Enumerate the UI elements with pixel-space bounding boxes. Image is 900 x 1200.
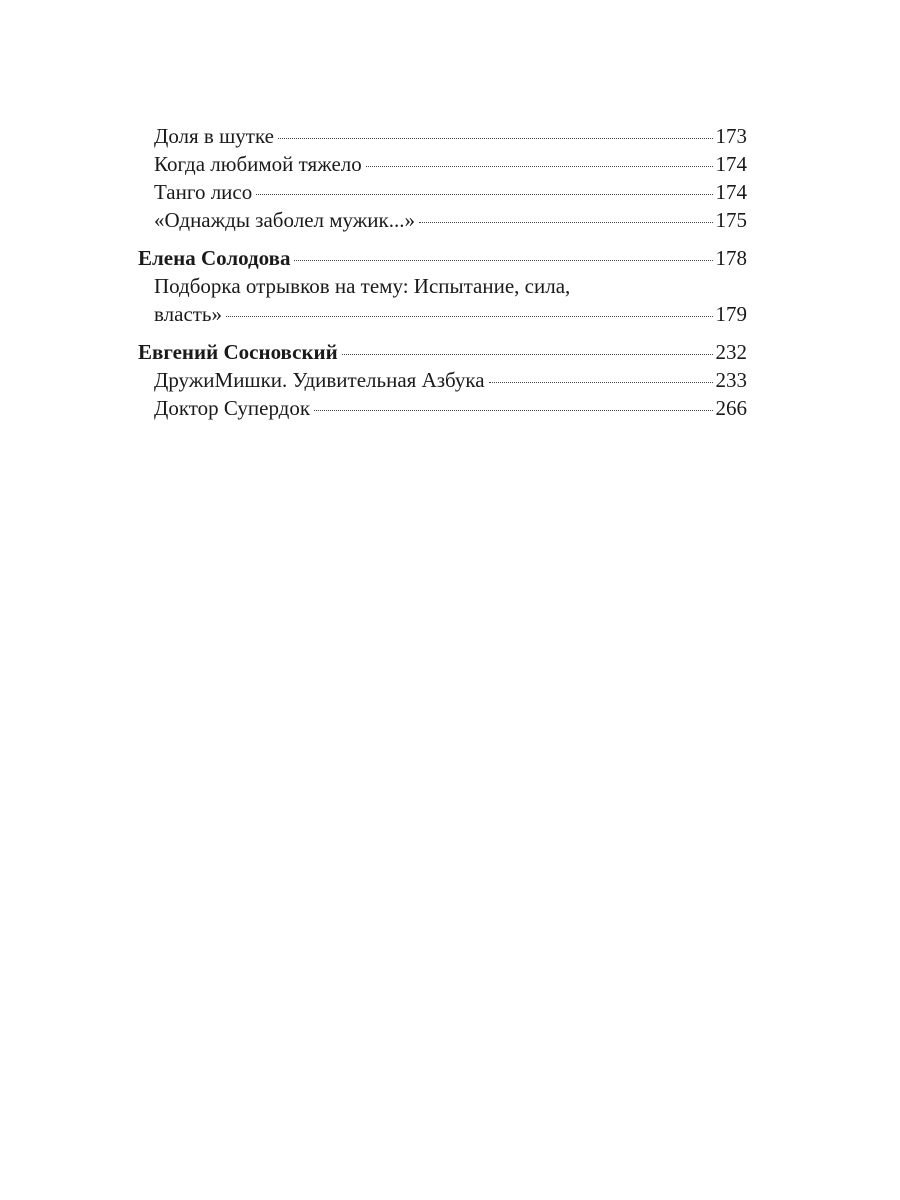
toc-entry-title: Танго лисо: [154, 180, 253, 204]
toc-entry: [138, 122, 747, 150]
dot-leader: [294, 260, 712, 261]
dot-leader: [366, 166, 713, 167]
toc-entry-page: 233: [715, 368, 747, 392]
dot-leader: [489, 382, 713, 383]
toc-entry-page: 266: [715, 396, 747, 420]
table-of-contents: [138, 122, 747, 432]
dot-leader: [314, 410, 712, 411]
toc-entry-title: Доля в шутке: [154, 124, 274, 148]
toc-entry: [138, 178, 747, 206]
dot-leader: [256, 194, 712, 195]
toc-entry: [138, 206, 747, 234]
toc-entry-title-line1: Подборка отрывков на тему: Испытание, сила,: [154, 274, 571, 298]
toc-author-page: 178: [715, 246, 747, 270]
toc-entry-title: Доктор Супердок: [154, 396, 311, 420]
toc-author-entry: [138, 244, 747, 272]
toc-entry-page: 173: [715, 124, 747, 148]
toc-entry: [138, 150, 747, 178]
dot-leader: [419, 222, 713, 223]
toc-entry-title: «Однажды заболел мужик...»: [154, 208, 415, 232]
toc-entry-page: 174: [715, 152, 747, 176]
toc-author-name: Елена Солодова: [138, 246, 291, 270]
toc-section: [138, 122, 747, 234]
toc-entry-title: ДружиМишки. Удивительная Азбука: [154, 368, 485, 392]
toc-entry-page: 179: [715, 302, 747, 326]
toc-section: [138, 338, 747, 422]
toc-entry: [138, 300, 747, 328]
toc-entry-title-line2: власть»: [154, 302, 223, 326]
toc-entry: [138, 366, 747, 394]
toc-section: [138, 244, 747, 328]
toc-entry-page: 175: [715, 208, 747, 232]
toc-author-entry: [138, 338, 747, 366]
toc-entry-page: 174: [715, 180, 747, 204]
dot-leader: [278, 138, 713, 139]
toc-author-page: 232: [715, 340, 747, 364]
dot-leader: [226, 316, 712, 317]
toc-author-name: Евгений Сосновский: [138, 340, 338, 364]
dot-leader: [342, 354, 713, 355]
toc-entry-title: Когда любимой тяжело: [154, 152, 362, 176]
toc-entry: [138, 394, 747, 422]
